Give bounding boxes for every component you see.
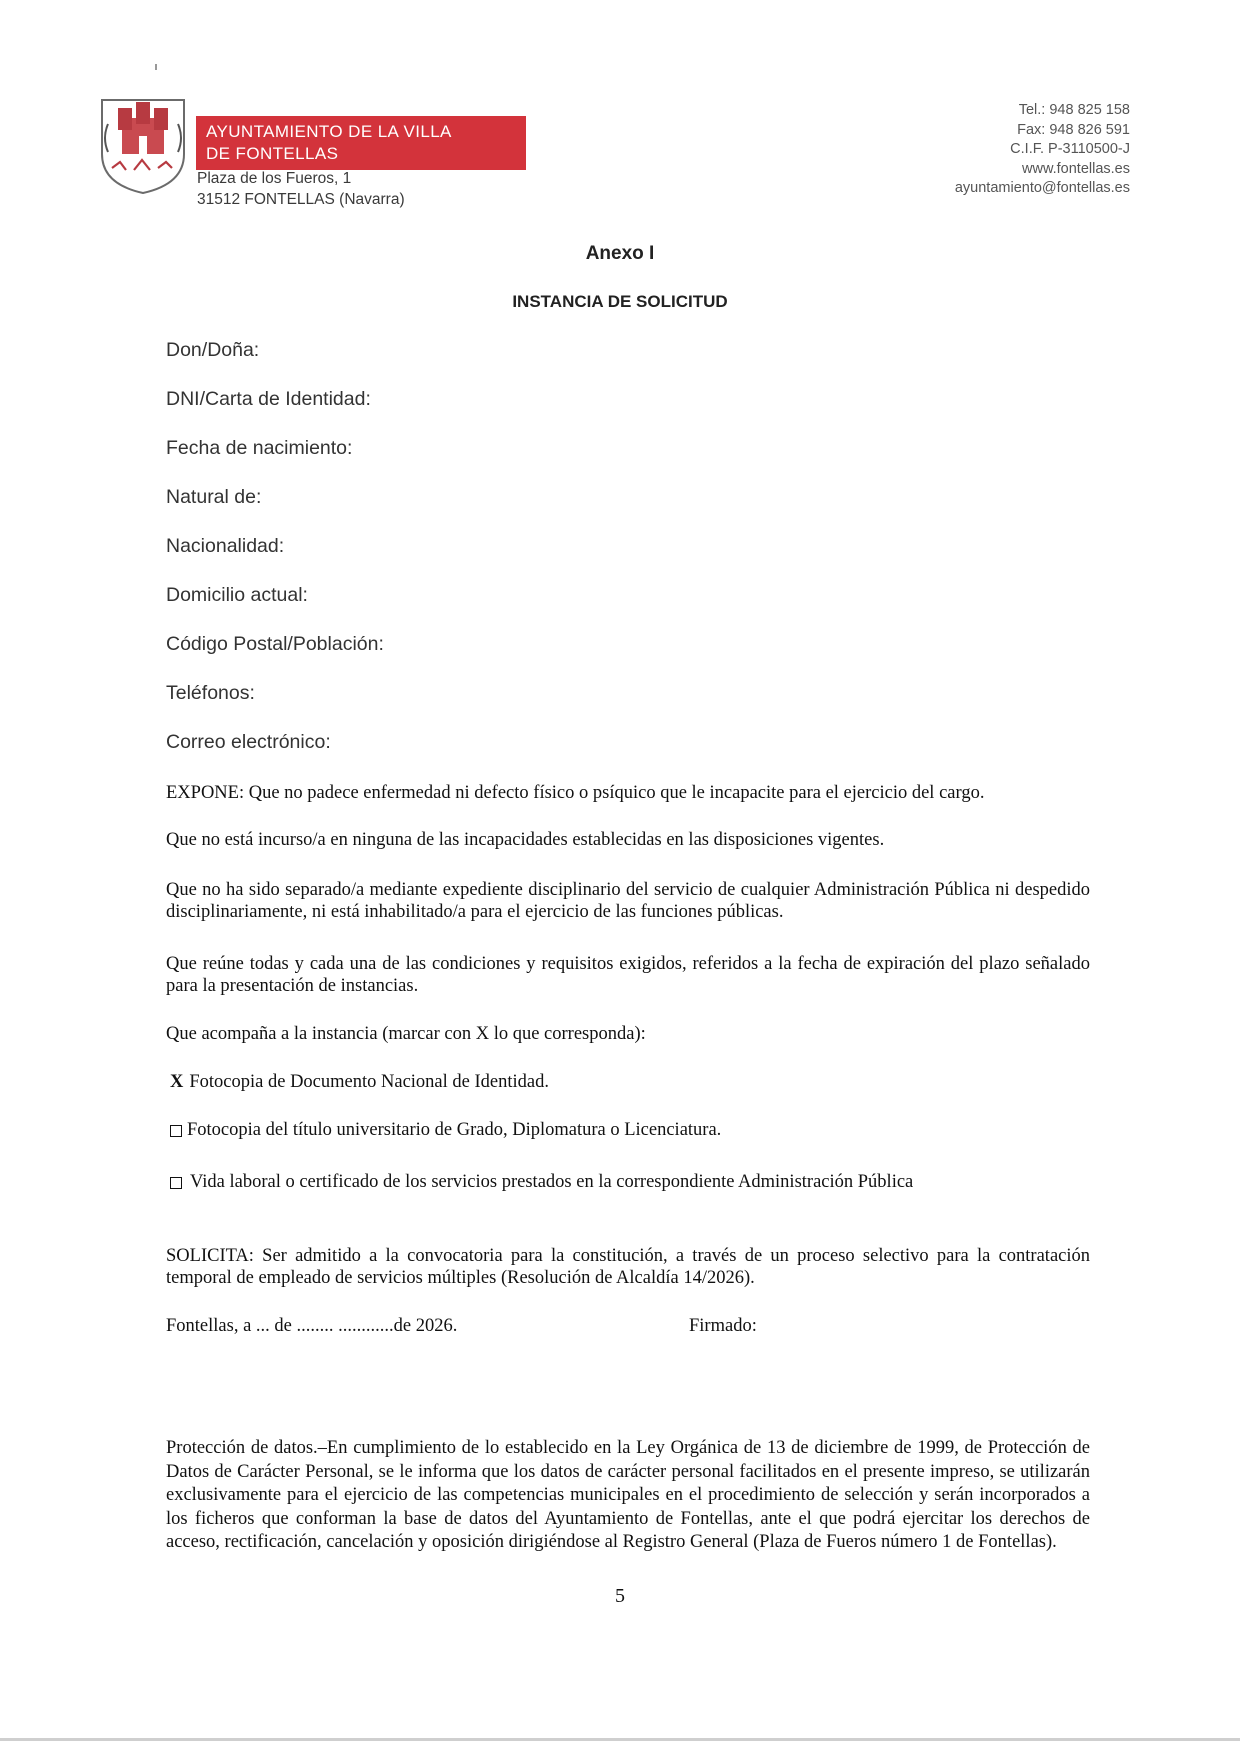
address-line2: 31512 FONTELLAS (Navarra) [197, 191, 405, 208]
contact-fax: Fax: 948 826 591 [1017, 121, 1130, 138]
attachment-item-dni [170, 1072, 549, 1093]
scan-bottom-edge [0, 1738, 1240, 1741]
data-protection-notice: Protección de datos.–En cumplimiento de lo establecido en la Ley Orgánica de 13 de diciembre de 1999, de Protección de Datos de Carácter Personal, se le informa que los datos de carácter personal facilitados en el presente impreso, se utilizarán exclusivamente para el ejercicio de las competencias municipales en el procedimiento de selección y serán incorporados a los ficheros que conforman la base de datos del Ayuntamiento de Fontellas, ante el que podrá ejercitar los derechos de acceso, rectificación, cancelación y oposición dirigiéndose al Registro General (Plaza de Fueros número 1 de Fontellas). [166, 1438, 1090, 1552]
field-codigo-postal: Código Postal/Población: [166, 633, 384, 655]
contact-block [890, 101, 1130, 199]
field-dni: DNI/Carta de Identidad: [166, 388, 371, 410]
contact-email: ayuntamiento@fontellas.es [954, 180, 1130, 196]
expone-paragraph-1: EXPONE: Que no padece enfermedad ni defecto físico o psíquico que le incapacite para el ejercicio del cargo. [166, 783, 985, 803]
document-title: Anexo I [585, 243, 655, 264]
x-mark-icon: X [170, 1072, 184, 1092]
page-number: 5 [615, 1585, 625, 1607]
attachment-label: Vida laboral o certificado de los servicios prestados en la correspondiente Administración Pública [190, 1172, 914, 1192]
attachment-item-vida-laboral [170, 1172, 913, 1193]
field-fecha-nacimiento: Fecha de nacimiento: [166, 437, 353, 459]
org-name-line2: DE FONTELLAS [206, 144, 339, 163]
scan-speck [155, 64, 157, 70]
solicita-paragraph: SOLICITA: Ser admitido a la convocatoria para la constitución, a través de un proceso selectivo para la contratación temporal de empleado de servicios múltiples (Resolución de Alcaldía 14/2026). [166, 1246, 1090, 1288]
attachment-item-titulo [170, 1120, 721, 1141]
checkbox-icon [170, 1125, 182, 1137]
document-subtitle: INSTANCIA DE SOLICITUD [512, 292, 728, 311]
attachment-label: Fotocopia de Documento Nacional de Identidad. [189, 1072, 549, 1092]
org-name-banner [196, 116, 526, 170]
town-crest-logo [98, 96, 188, 196]
date-line: Fontellas, a ... de ........ ............de 2026. [166, 1316, 458, 1336]
expone-paragraph-5: Que acompaña a la instancia (marcar con X lo que corresponda): [166, 1024, 646, 1044]
contact-phone: Tel.: 948 825 158 [1018, 102, 1130, 118]
org-name-line1: AYUNTAMIENTO DE LA VILLA [206, 122, 452, 141]
contact-website: www.fontellas.es [1022, 160, 1130, 177]
expone-paragraph-3: Que no ha sido separado/a mediante expediente disciplinario del servicio de cualquier Administración Pública ni despedido disciplinariamente, ni está inhabilitado/a para el ejercicio de las funciones públicas. [166, 880, 1090, 922]
field-correo: Correo electrónico: [166, 731, 331, 753]
checkbox-icon [170, 1177, 182, 1189]
field-telefonos: Teléfonos: [166, 682, 255, 704]
contact-cif: C.I.F. P-3110500-J [1010, 141, 1130, 157]
field-nombre: Don/Doña: [166, 339, 260, 361]
field-domicilio: Domicilio actual: [166, 584, 308, 606]
field-nacionalidad: Nacionalidad: [166, 535, 285, 557]
address-line1: Plaza de los Fueros, 1 [197, 170, 352, 187]
signature-label: Firmado: [689, 1316, 757, 1336]
expone-paragraph-2: Que no está incurso/a en ninguna de las incapacidades establecidas en las disposiciones vigentes. [166, 830, 885, 850]
field-natural-de: Natural de: [166, 486, 262, 508]
expone-paragraph-4: Que reúne todas y cada una de las condiciones y requisitos exigidos, referidos a la fecha de expiración del plazo señalado para la presentación de instancias. [166, 954, 1090, 996]
attachment-label: Fotocopia del título universitario de Grado, Diplomatura o Licenciatura. [187, 1120, 722, 1140]
